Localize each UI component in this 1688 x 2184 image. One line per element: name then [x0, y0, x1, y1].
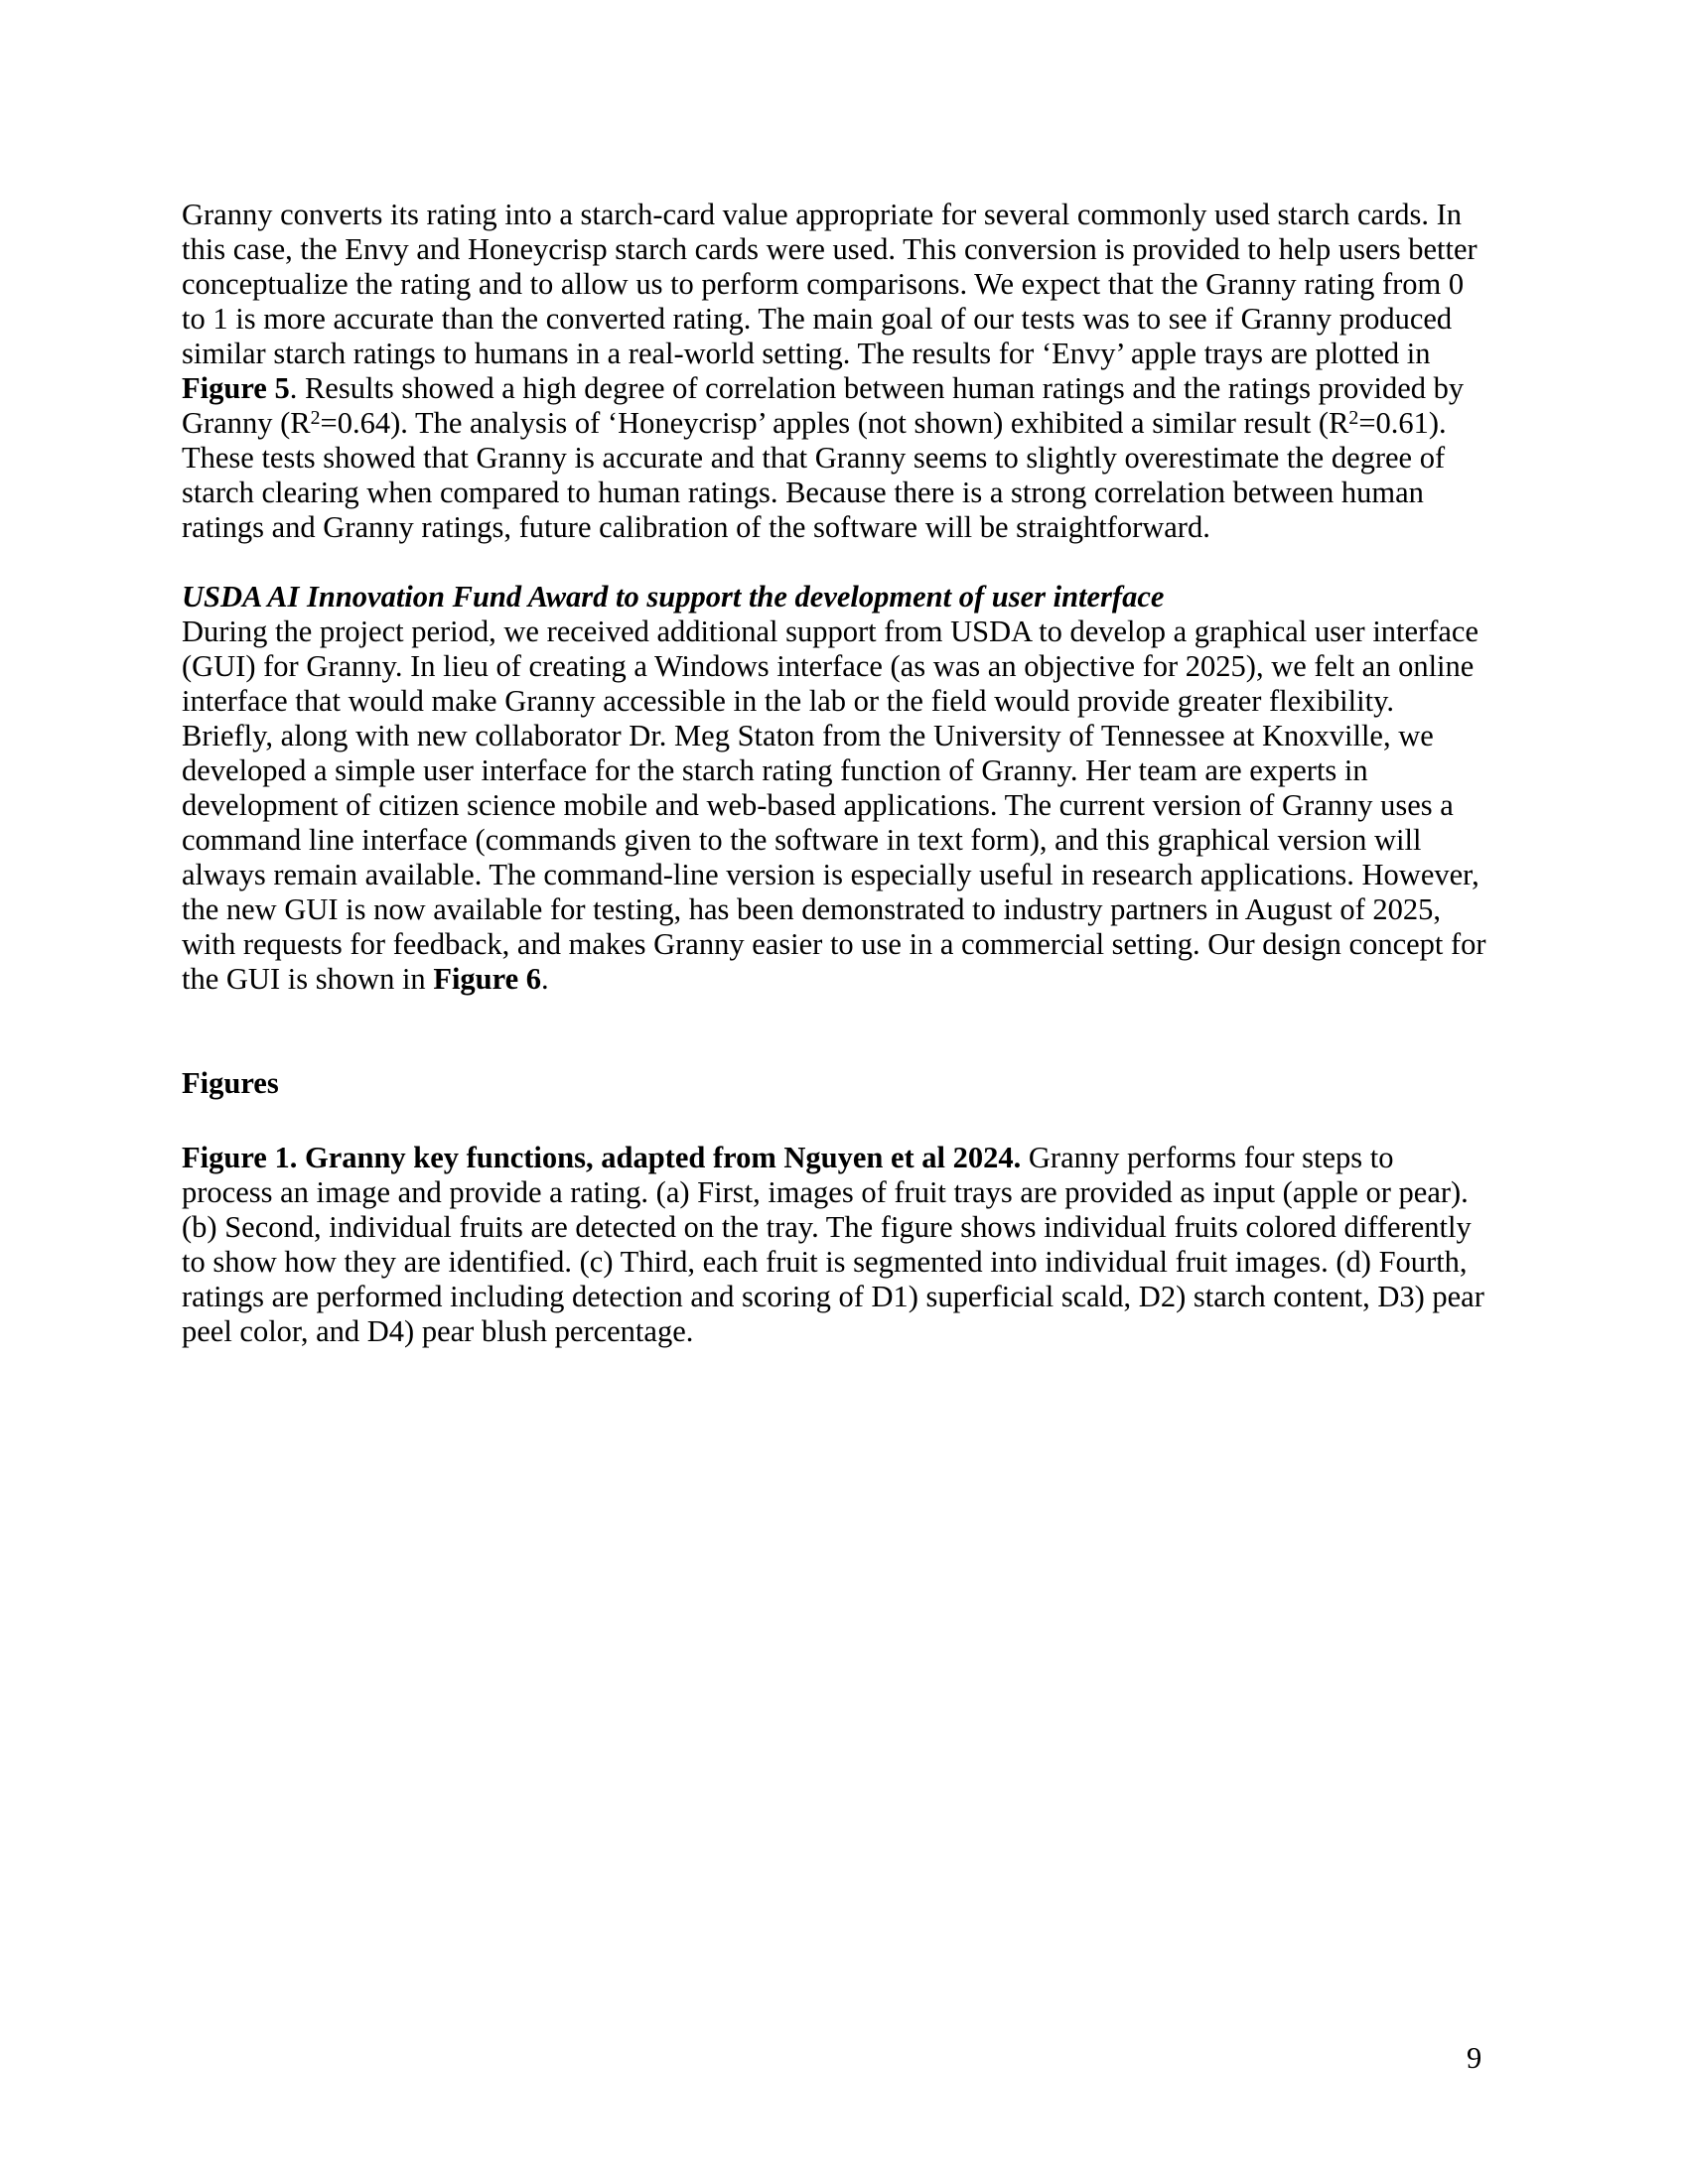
page-number: 9 — [1467, 2041, 1482, 2075]
section-heading-usda-award: USDA AI Innovation Fund Award to support the development of user interface — [182, 580, 1165, 614]
paragraph-gui-development: During the project period, we received additional support from USDA to develop a graphical user interface (GUI) for Granny. In lieu of creating a Windows interface (as was an objective for 2025), we felt an online interface that would make Granny accessible in the lab or the field would provide greater flexibility. Briefly, along with new collaborator Dr. Meg Staton from the University of Tennessee at Knoxville, we developed a simple user interface for the starch rating function of Granny. Her team are experts in development of citizen science mobile and web-based applications. The current version of Granny uses a command line interface (commands given to the software in text form), and this graphical version will always remain available. The command-line version is especially useful in research applications. However, the new GUI is now available for testing, has been demonstrated to industry partners in August of 2025, with requests for feedback, and makes Granny easier to use in a commercial setting. Our design concept for the GUI is shown in Figure 6. — [182, 614, 1486, 996]
paragraph-starch-rating-results: Granny converts its rating into a starch-card value appropriate for several commonly used starch cards. In this case, the Envy and Honeycrisp starch cards were used. This conversion is provided to help users better conceptualize the rating and to allow us to perform comparisons. We expect that the Granny rating from 0 to 1 is more accurate than the converted rating. The main goal of our tests was to see if Granny produced similar starch ratings to humans in a real-world setting. The results for ‘Envy’ apple trays are plotted in Figure 5. Results showed a high degree of correlation between human ratings and the ratings provided by Granny $(R^2=0.64)$. The analysis of ‘Honeycrisp’ apples (not shown) exhibited a similar result $(R^2=0.61)$. These tests showed that Granny is accurate and that Granny seems to slightly overestimate the degree of starch clearing when compared to human ratings. Because there is a strong correlation between human ratings and Granny ratings, future calibration of the software will be straightforward. — [182, 198, 1477, 544]
figure1-caption: Figure 1. Granny key functions, adapted from Nguyen et al 2024. Granny performs four steps to process an image and provide a rating. (a) First, images of fruit trays are provided as input (apple or pear). (b) Second, individual fruits are detected on the tray. The figure shows individual fruits colored differently to show how they are identified. (c) Third, each fruit is segmented into individual fruit images. (d) Fourth, ratings are performed including detection and scoring of D1) superficial scald, D2) starch content, D3) pear peel color, and D4) pear blush percentage. — [182, 1141, 1484, 1348]
figures-heading: Figures — [182, 1066, 279, 1100]
content-area — [182, 198, 1490, 1349]
